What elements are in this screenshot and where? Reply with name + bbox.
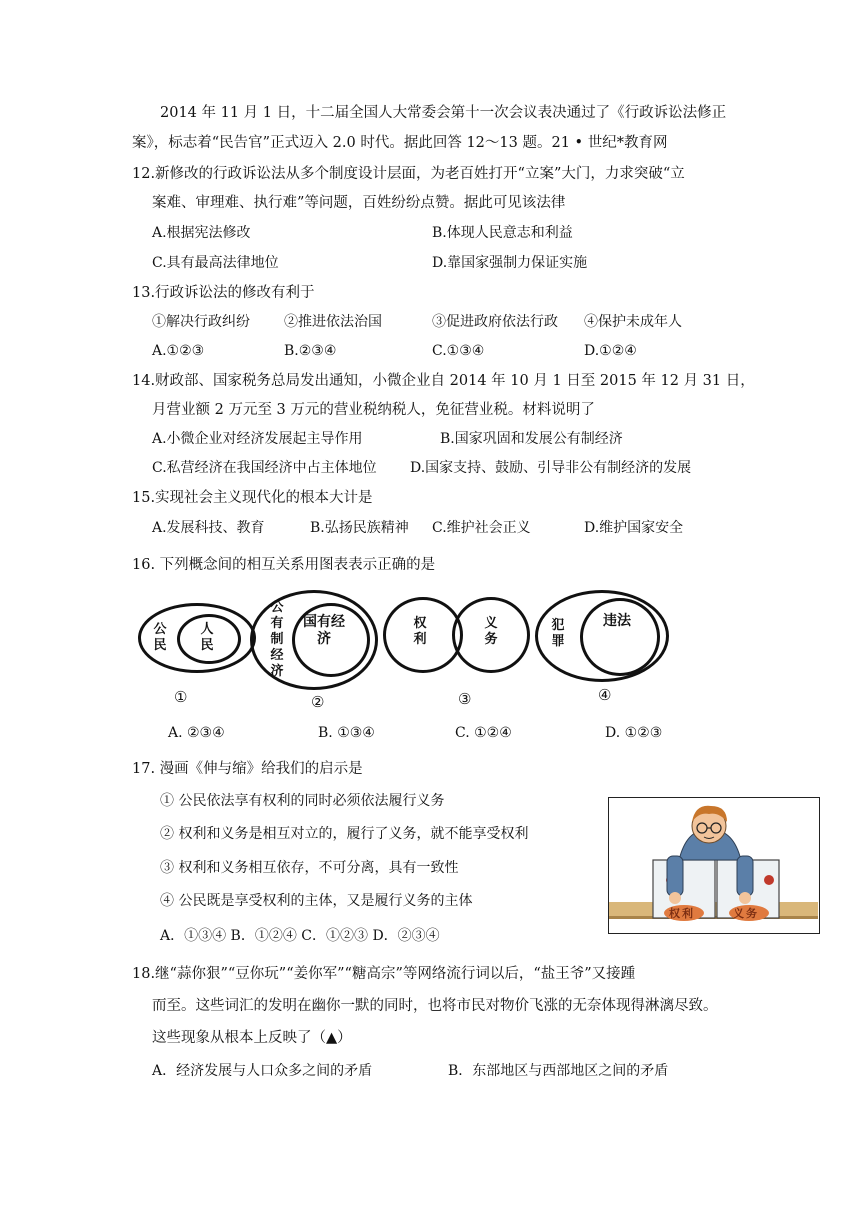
diagram-3-right-label: 义务 [484,616,498,647]
q16-option-c: C. ①②④ [455,725,512,741]
q18-stem-line-2: 而至。这些词汇的发明在幽你一默的同时，也将市民对物价飞涨的无奈体现得淋漓尽致。 [152,998,718,1014]
intro-line-1: 2014 年 11 月 1 日，十二届全国人大常委会第十一次会议表决通过了《行政诉讼法修正 [160,105,727,121]
q13-statement-2: ②推进依法治国 [284,314,382,330]
diagram-2-inner-label: 国有经济 [303,614,345,647]
diagram-2-number: ② [311,693,325,711]
diagram-3-number: ③ [458,690,472,708]
q12-stem-line-1: 12.新修改的行政诉讼法从多个制度设计层面，为老百姓打开“立案”大门，力求突破“立 [132,166,685,182]
q17-statement-2: ② 权利和义务是相互对立的，履行了义务，就不能享受权利 [160,826,529,842]
q14-stem-line-1: 14.财政部、国家税务总局发出通知，小微企业自 2014 年 10 月 1 日至 2015 年 12 月 31 日， [132,373,755,389]
diagram-1-number: ① [174,688,188,706]
diagram-3-left-label: 权利 [413,616,427,647]
q17-options: A．①③④ B．①②④ C．①②③ D．②③④ [160,928,440,944]
q15-stem: 15.实现社会主义现代化的根本大计是 [132,490,373,506]
q17-statement-4: ④ 公民既是享受权利的主体，又是履行义务的主体 [160,893,473,909]
q17-statement-3: ③ 权利和义务相互依存，不可分离，具有一致性 [160,860,459,876]
diagram-4-outer-label: 犯罪 [551,618,565,649]
q13-statement-4: ④保护未成年人 [584,314,682,330]
cartoon-box-right-label: 义务 [733,907,759,920]
q13-option-b: B.②③④ [284,343,337,359]
diagram-1-outer-label: 公民 [153,622,167,653]
q16-option-b: B. ①③④ [318,725,375,741]
q18-stem-line-1: 18.继“蒜你狠”“豆你玩”“姜你军”“糖高宗”等网络流行词以后，“盐王爷”又接踵 [132,966,636,982]
q15-option-d: D.维护国家安全 [584,520,684,536]
q17-stem: 17. 漫画《伸与缩》给我们的启示是 [132,761,363,777]
diagram-1-inner-label: 人民 [200,622,214,653]
q18-stem-line-3: 这些现象从根本上反映了（▲） [152,1030,352,1046]
diagram-2-outer-label: 公有制经济 [270,600,284,679]
q15-option-c: C.维护社会正义 [432,520,531,536]
q13-statement-1: ①解决行政纠纷 [152,314,250,330]
q12-option-d: D.靠国家强制力保证实施 [432,255,588,271]
q13-statement-3: ③促进政府依法行政 [432,314,558,330]
q17-statement-1: ① 公民依法享有权利的同时必须依法履行义务 [160,793,445,809]
q18-option-a: A．经济发展与人口众多之间的矛盾 [152,1063,373,1079]
q16-option-d: D. ①②③ [605,725,663,741]
cartoon-drawing [609,798,818,932]
q13-stem: 13.行政诉讼法的修改有利于 [132,285,315,301]
q14-option-b: B.国家巩固和发展公有制经济 [440,431,623,447]
cartoon-image [608,797,820,934]
q15-option-b: B.弘扬民族精神 [310,520,409,536]
q12-stem-line-2: 案难、审理难、执行难”等问题，百姓纷纷点赞。据此可见该法律 [152,195,566,211]
q16-stem: 16. 下列概念间的相互关系用图表表示正确的是 [132,557,436,573]
intro-line-2: 案》，标志着“民告官”正式迈入 2.0 时代。据此回答 12～13 题。21 • 世纪*教育网 [132,135,668,151]
q12-option-a: A.根据宪法修改 [152,225,251,241]
q13-option-a: A.①②③ [152,343,205,359]
cartoon-box-left-label: 权利 [669,907,695,920]
q12-option-b: B.体现人民意志和利益 [432,225,573,241]
q18-option-b: B．东部地区与西部地区之间的矛盾 [448,1063,669,1079]
q14-option-d: D.国家支持、鼓励、引导非公有制经济的发展 [410,460,692,476]
q16-option-a: A. ②③④ [168,725,225,741]
diagram-4-number: ④ [598,686,612,704]
q15-option-a: A.发展科技、教育 [152,520,265,536]
q12-option-c: C.具有最高法律地位 [152,255,279,271]
q13-option-d: D.①②④ [584,343,637,359]
q14-option-a: A.小微企业对经济发展起主导作用 [152,431,363,447]
q14-stem-line-2: 月营业额 2 万元至 3 万元的营业税纳税人，免征营业税。材料说明了 [152,402,595,418]
q13-option-c: C.①③④ [432,343,485,359]
q14-option-c: C.私营经济在我国经济中占主体地位 [152,460,377,476]
diagram-4-inner-label: 违法 [603,613,631,629]
